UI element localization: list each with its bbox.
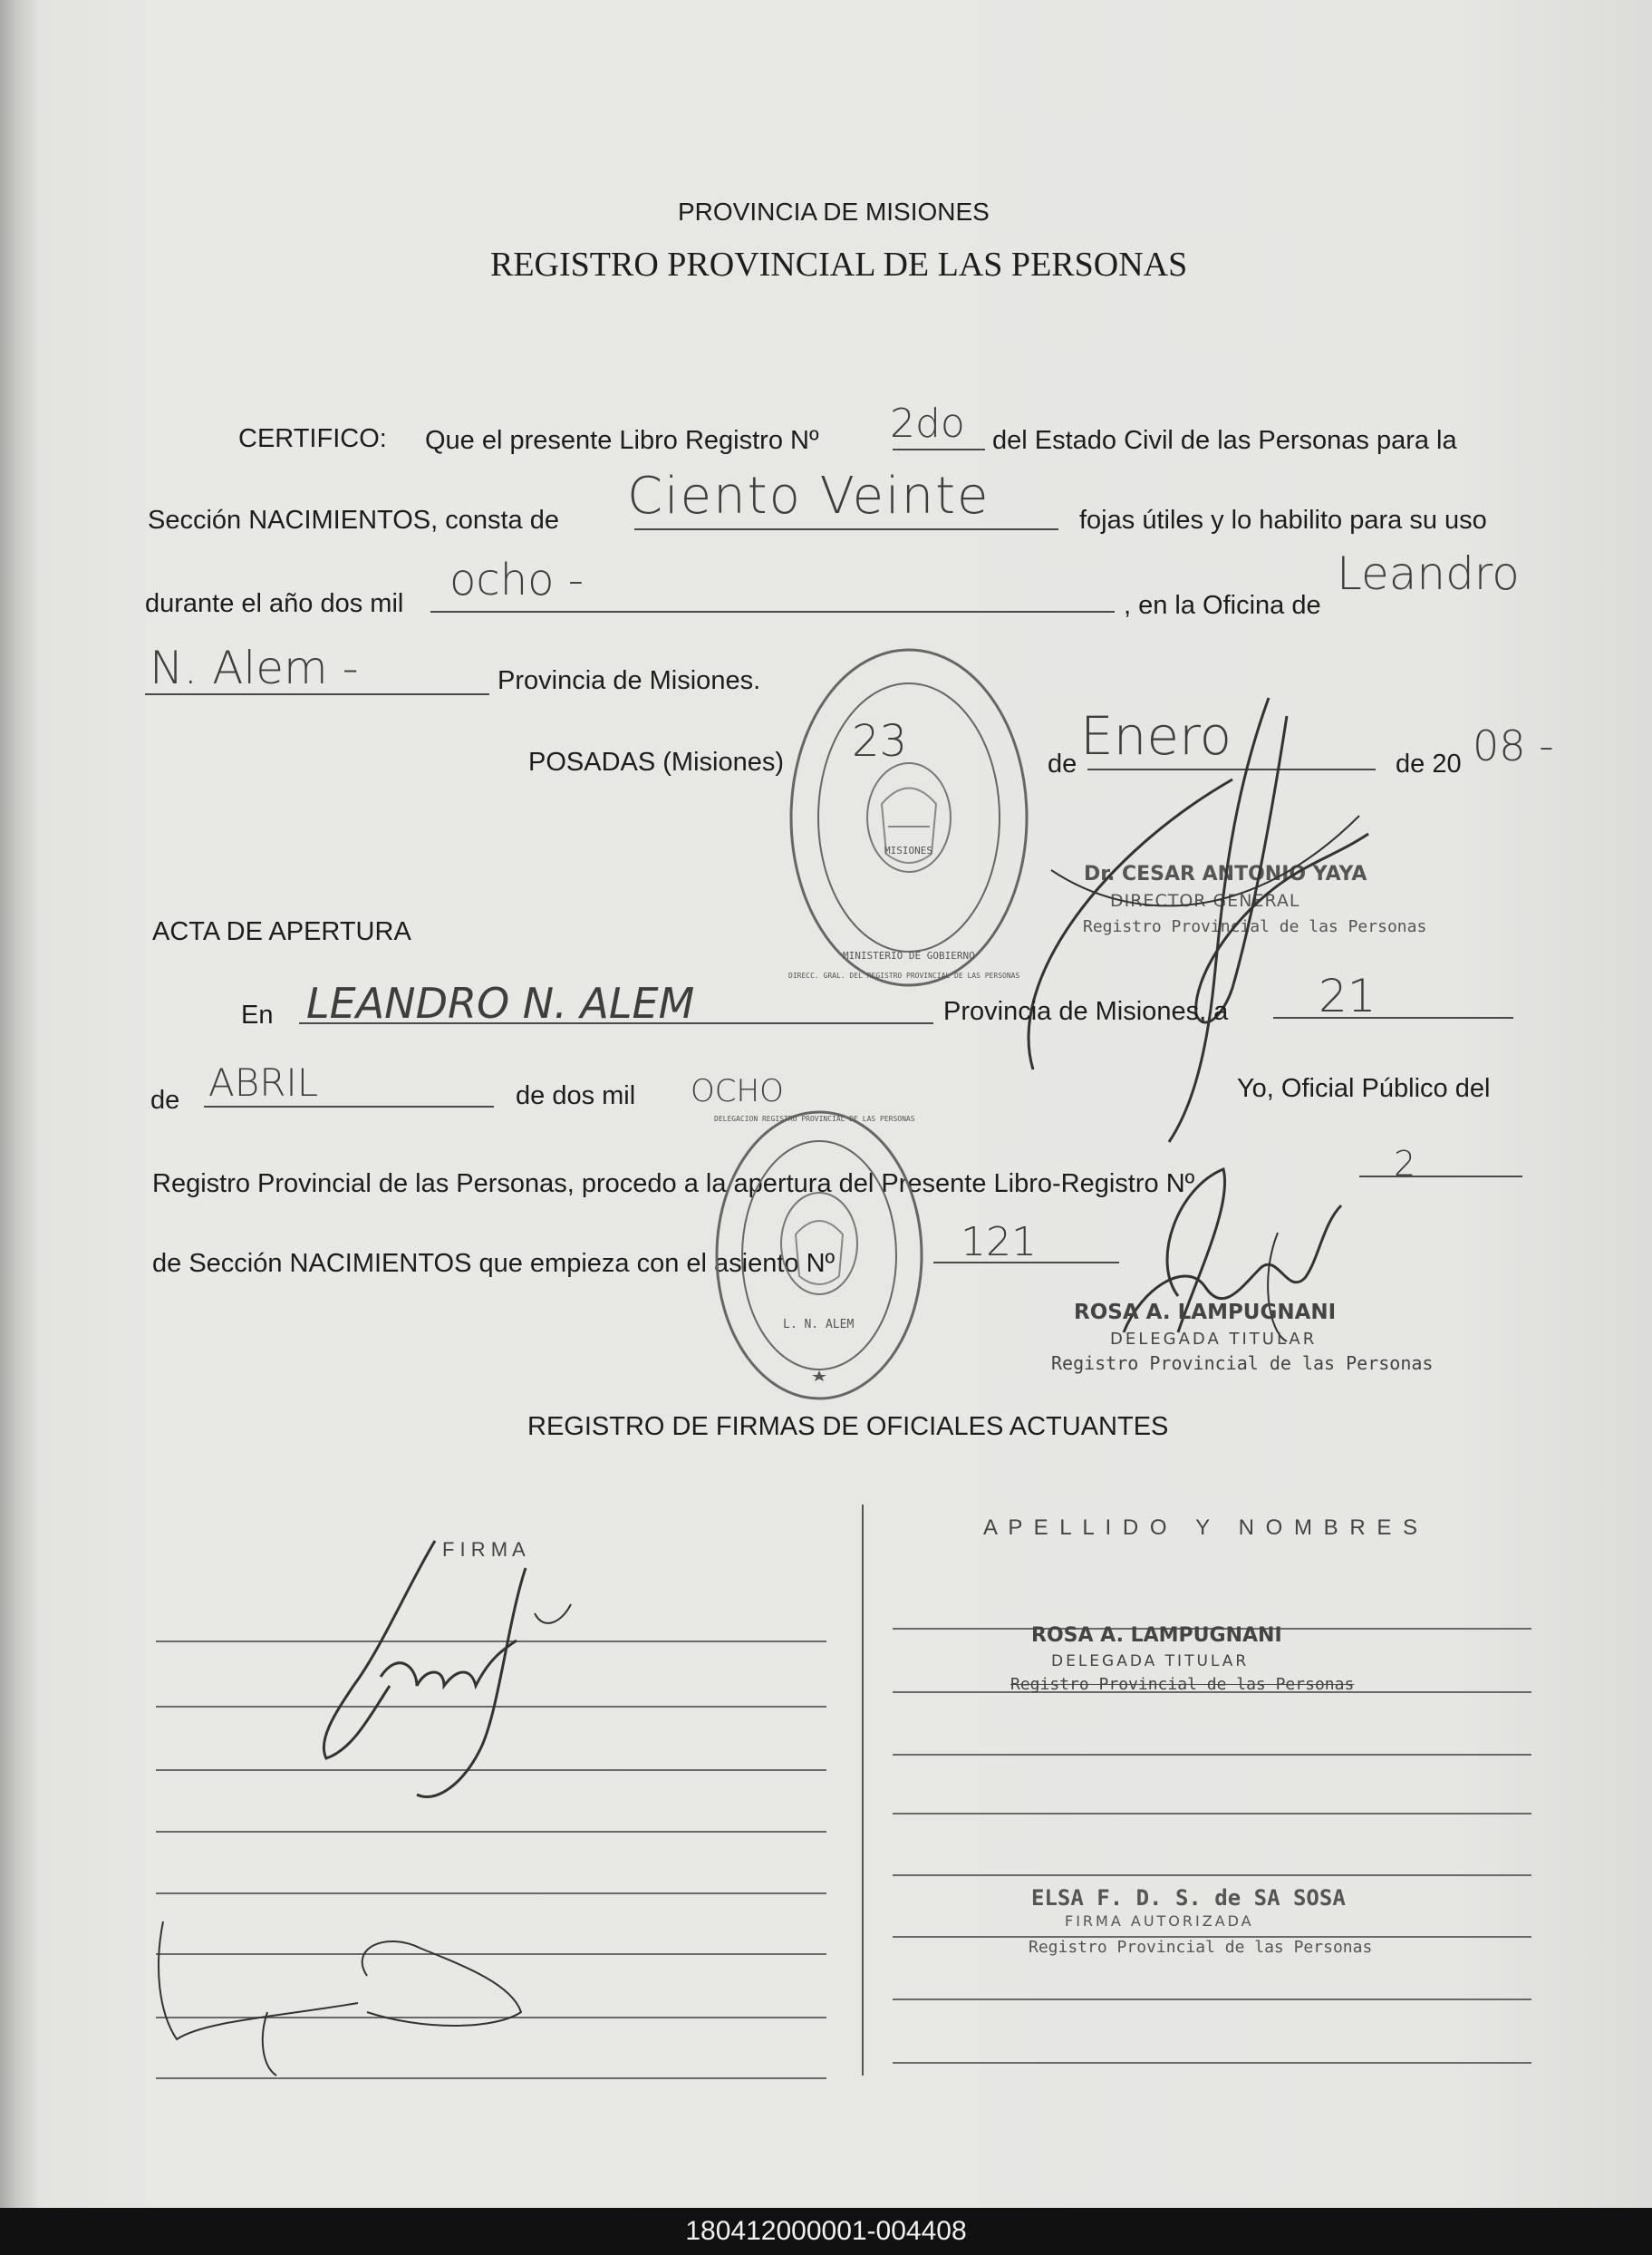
certificate-text-3b: , en la Oficina de	[1124, 591, 1321, 620]
province-heading: PROVINCIA DE MISIONES	[678, 198, 990, 226]
names-line	[893, 1999, 1531, 2000]
column-divider	[862, 1505, 864, 2076]
officer-2-name: ELSA F. D. S. de SA SOSA	[1031, 1885, 1346, 1911]
names-line	[893, 2062, 1531, 2064]
officer-2-org: Registro Provincial de las Personas	[1029, 1938, 1373, 1957]
acta-yo-label: Yo, Oficial Público del	[1237, 1074, 1491, 1103]
names-line	[893, 1754, 1531, 1756]
delegate-signature	[1069, 1151, 1359, 1360]
pages-handwritten: Ciento Veinte	[627, 467, 990, 526]
delegate-stamp-org: Registro Provincial de las Personas	[1051, 1352, 1434, 1374]
year-line	[430, 611, 1115, 613]
year-prefix: de 20	[1396, 750, 1462, 779]
certificate-text-4: Provincia de Misiones.	[498, 666, 761, 695]
ministry-seal-ring: DIRECC. GRAL. DEL REGISTRO PROVINCIAL DE LAS PERSONAS	[788, 972, 1020, 980]
column-heading-names: A P E L L I D O Y N O M B R E S	[983, 1515, 1421, 1540]
delegate-stamp-name: ROSA A. LAMPUGNANI	[1074, 1301, 1337, 1324]
acta-province-label: Provincia de Misiones, a	[943, 997, 1229, 1026]
certifico-label: CERTIFICO:	[238, 424, 387, 453]
acta-book-no-handwritten: 2	[1394, 1144, 1416, 1184]
firma-line	[156, 1892, 826, 1894]
delegation-seal-ring: DELEGACION REGISTRO PROVINCIAL DE LAS PERSONAS	[714, 1115, 915, 1123]
month-handwritten: Enero	[1080, 705, 1232, 767]
acta-text-3: Registro Provincial de las Personas, procedo a la apertura del Presente Libro-Registro Nº	[152, 1169, 1195, 1198]
ministry-seal	[787, 645, 1031, 990]
pages-line	[634, 528, 1058, 530]
acta-heading: ACTA DE APERTURA	[152, 917, 411, 946]
day-handwritten: 23	[852, 716, 908, 767]
firma-line	[156, 1831, 826, 1833]
officer-1-title: DELEGADA TITULAR	[1051, 1652, 1250, 1670]
delegate-stamp-title: DELEGADA TITULAR	[1110, 1330, 1318, 1349]
acta-month-handwritten: ABRIL	[208, 1060, 319, 1105]
book-number-handwritten: 2do	[890, 401, 965, 447]
office-handwritten-2: N. Alem -	[150, 642, 359, 694]
certificate-text-2a: Sección NACIMIENTOS, consta de	[148, 506, 559, 535]
barcode-id-footer: 180412000001-004408	[0, 2208, 1652, 2255]
acta-entry-handwritten: 121	[961, 1219, 1037, 1265]
acta-day-line	[1273, 1017, 1513, 1019]
officer-signature-2	[150, 1912, 530, 2085]
book-number-line	[893, 449, 985, 450]
director-stamp-title: DIRECTOR GENERAL	[1110, 891, 1300, 911]
delegation-seal-center: L. N. ALEM	[783, 1318, 855, 1331]
ministry-seal-inner: MINISTERIO DE GOBIERNO	[843, 950, 975, 962]
acta-year-handwritten: OCHO	[691, 1073, 784, 1109]
place-label: POSADAS (Misiones)	[528, 748, 785, 777]
officer-2-title: FIRMA AUTORIZADA	[1065, 1912, 1254, 1930]
acta-text-4: de Sección NACIMIENTOS que empieza con el asiento Nº	[152, 1249, 836, 1278]
column-heading-firma: F I R M A	[442, 1538, 526, 1561]
officer-1-org: Registro Provincial de las Personas	[1010, 1675, 1355, 1694]
names-line	[893, 1874, 1531, 1876]
delegation-seal	[712, 1108, 926, 1403]
names-line	[893, 1813, 1531, 1815]
office-handwritten-1: Leandro	[1337, 547, 1520, 600]
acta-dos-mil-label: de dos mil	[516, 1081, 636, 1110]
acta-month-line	[204, 1106, 494, 1108]
date-de-label: de	[1048, 750, 1077, 779]
acta-day-handwritten: 21	[1319, 970, 1377, 1022]
signature-register-heading: REGISTRO DE FIRMAS DE OFICIALES ACTUANTES	[527, 1412, 1169, 1441]
officer-signature-1	[299, 1532, 589, 1804]
officer-1-name: ROSA A. LAMPUGNANI	[1031, 1624, 1282, 1647]
ministry-seal-center: MISIONES	[884, 845, 932, 857]
certificate-text-3a: durante el año dos mil	[145, 589, 404, 618]
certificate-text-2b: fojas útiles y lo habilito para su uso	[1079, 506, 1487, 535]
certificate-text-1b: del Estado Civil de las Personas para la	[992, 426, 1457, 455]
year-handwritten: ocho -	[449, 555, 584, 605]
acta-de-label: de	[150, 1086, 180, 1115]
director-stamp-org: Registro Provincial de las Personas	[1083, 917, 1427, 936]
acta-place-handwritten: LEANDRO N. ALEM	[306, 979, 695, 1028]
acta-book-no-line	[1359, 1176, 1522, 1177]
acta-en-label: En	[241, 1001, 274, 1030]
registry-heading: REGISTRO PROVINCIAL DE LAS PERSONAS	[490, 246, 1188, 284]
certificate-text-1a: Que el presente Libro Registro Nº	[425, 426, 819, 455]
year-suffix-handwritten: 08 -	[1473, 721, 1554, 770]
director-stamp-name: Dr. CESAR ANTONIO YAYA	[1084, 863, 1367, 886]
